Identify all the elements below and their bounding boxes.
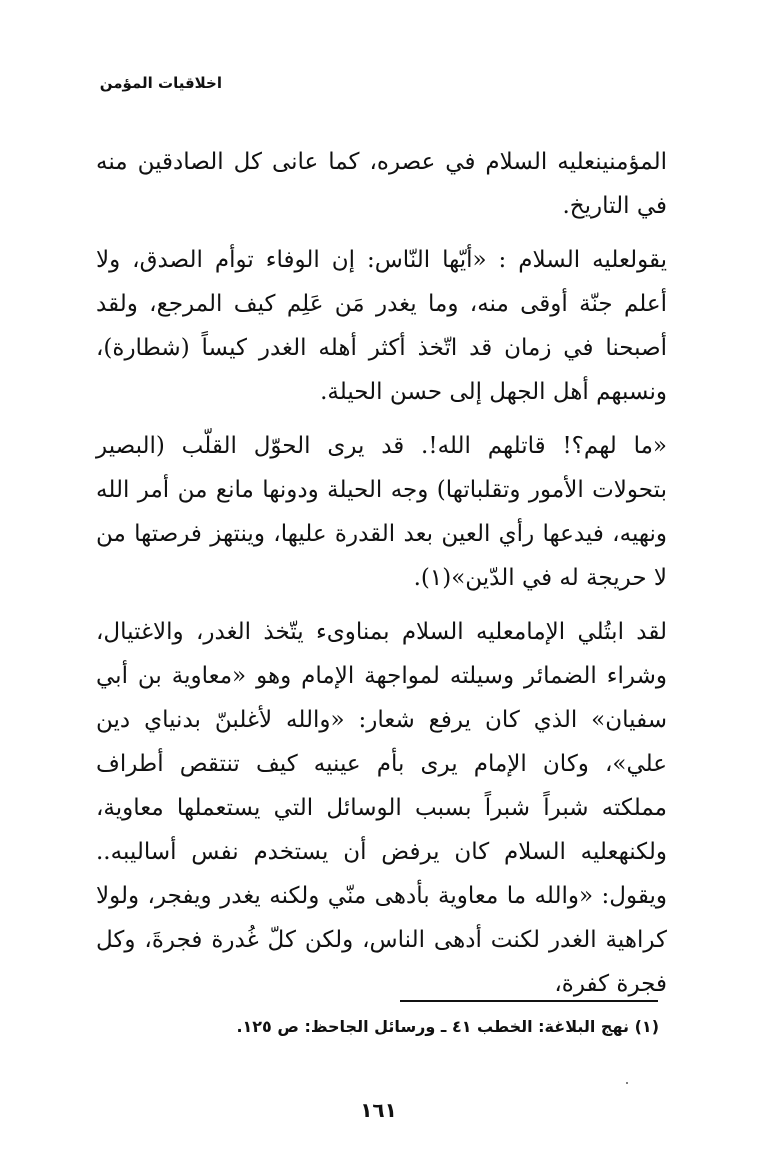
footnote: (١) نهج البلاغة: الخطب ٤١ ـ ورسائل الجاحظ: ص ١٢٥. — [236, 1017, 659, 1036]
print-speck — [626, 1082, 628, 1084]
main-text — [96, 140, 667, 1016]
running-header: اخلاقيات المؤمن — [99, 74, 222, 92]
paragraph: يقولعليه السلام : «أيّها النّاس: إن الوفاء توأم الصدق، ولا أعلم جنّة أوقى منه، وما يغدر مَن عَلِم كيف المرجع، ولقد أصبحنا في زمان قد اتّخذ أكثر أهله الغدر كيساً (شطارة)، ونسبهم أهل الجهل إلى حسن الحيلة. — [96, 247, 667, 405]
page-number: ١٦١ — [360, 1098, 397, 1122]
footnote-divider — [400, 1000, 658, 1002]
paragraph: المؤمنينعليه السلام في عصره، كما عانى كل الصادقين منه في التاريخ. — [96, 149, 667, 219]
paragraph: «ما لهم؟! قاتلهم الله!. قد يرى الحوّل القلّب (البصير بتحولات الأمور وتقلباتها) وجه الحيلة ودونها مانع من أمر الله ونهيه، فيدعها رأي العين بعد القدرة عليها، وينتهز فرصتها من لا حريجة له في الدّين»(١). — [96, 433, 667, 591]
paragraph: لقد ابتُلي الإمامعليه السلام بمناوىء يتّخذ الغدر، والاغتيال، وشراء الضمائر وسيلته لمواجهة الإمام وهو «معاوية بن أبي سفيان» الذي كان يرفع شعار: «والله لأغلبنّ بدنياي دين علي»، وكان الإمام يرى بأم عينيه كيف تنتقص أطراف مملكته شبراً شبراً بسبب الوسائل التي يستعملها معاوية، ولكنهعليه السلام كان يرفض أن يستخدم نفس أساليبه.. ويقول: «والله ما معاوية بأدهى منّي ولكنه يغدر ويفجر، ولولا كراهية الغدر لكنت أدهى الناس، ولكن كلّ غُدرة فجرةَ، وكل فجرة كفرة، — [96, 619, 667, 997]
